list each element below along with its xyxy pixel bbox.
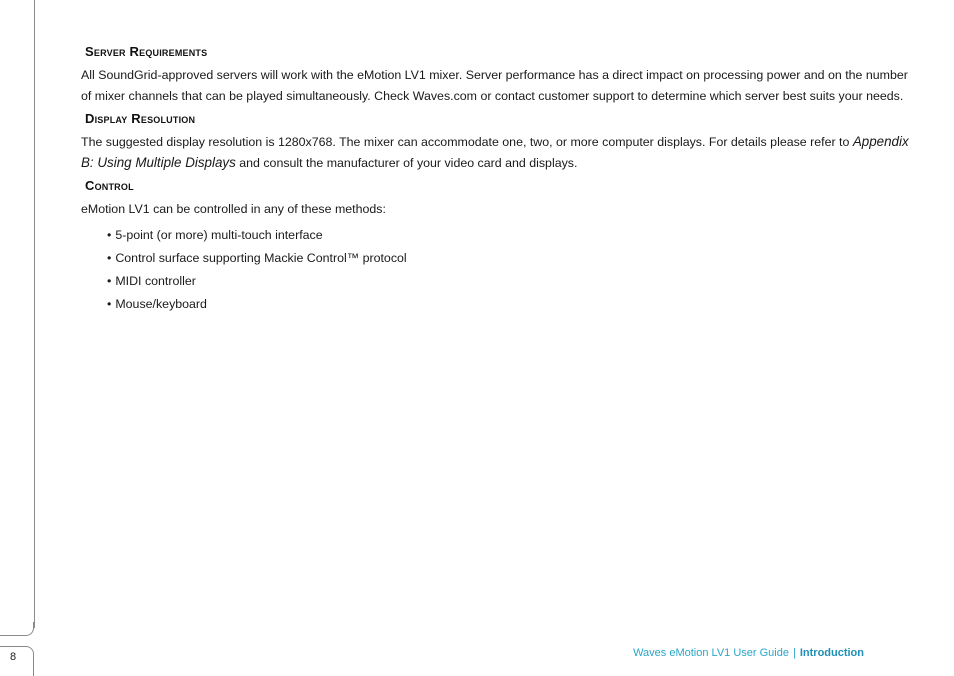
margin-curve-top <box>0 622 34 636</box>
section-heading: Display Resolution <box>85 111 196 126</box>
page-footer <box>633 647 864 659</box>
list-item: • Control surface supporting Mackie Control™ protocol <box>107 250 407 265</box>
bullet-icon: • <box>107 227 112 242</box>
section-heading: Server Requirements <box>85 44 208 59</box>
body-text: and consult the manufacturer of your video card and displays. <box>235 155 578 170</box>
document-content <box>81 44 911 321</box>
section-heading: Control <box>85 178 134 193</box>
bullet-icon: • <box>107 273 112 288</box>
section-display-resolution <box>81 111 911 173</box>
section-server-requirements <box>81 44 911 106</box>
list-item: • Mouse/keyboard <box>107 296 207 311</box>
control-methods-list <box>81 224 911 316</box>
bullet-icon: • <box>107 250 112 265</box>
footer-separator: | <box>792 647 796 659</box>
bullet-icon: • <box>107 296 112 311</box>
appendix-reference-link[interactable]: Appendix B: Using Multiple Displays <box>81 134 909 170</box>
guide-title: Waves eMotion LV1 User Guide <box>633 647 789 659</box>
body-text: The suggested display resolution is 1280x768. The mixer can accommodate one, two, or more computer displays. For details please refer to <box>81 135 853 149</box>
list-item: • 5-point (or more) multi-touch interface <box>107 227 323 242</box>
section-body: All SoundGrid-approved servers will work with the eMotion LV1 mixer. Server performance has a direct impact on processing power and on the number of mixer channels that can be played simultaneously. Check Waves.com or contact customer support to determine which server best suits your needs. <box>81 68 908 103</box>
page-number: 8 <box>10 651 17 663</box>
section-control <box>81 178 911 316</box>
chapter-name: Introduction <box>799 647 864 659</box>
page-margin-line <box>34 0 35 628</box>
list-item: • MIDI controller <box>107 273 196 288</box>
margin-curve-bottom <box>0 646 34 676</box>
section-intro: eMotion LV1 can be controlled in any of these methods: <box>81 202 386 216</box>
section-body <box>81 132 911 173</box>
